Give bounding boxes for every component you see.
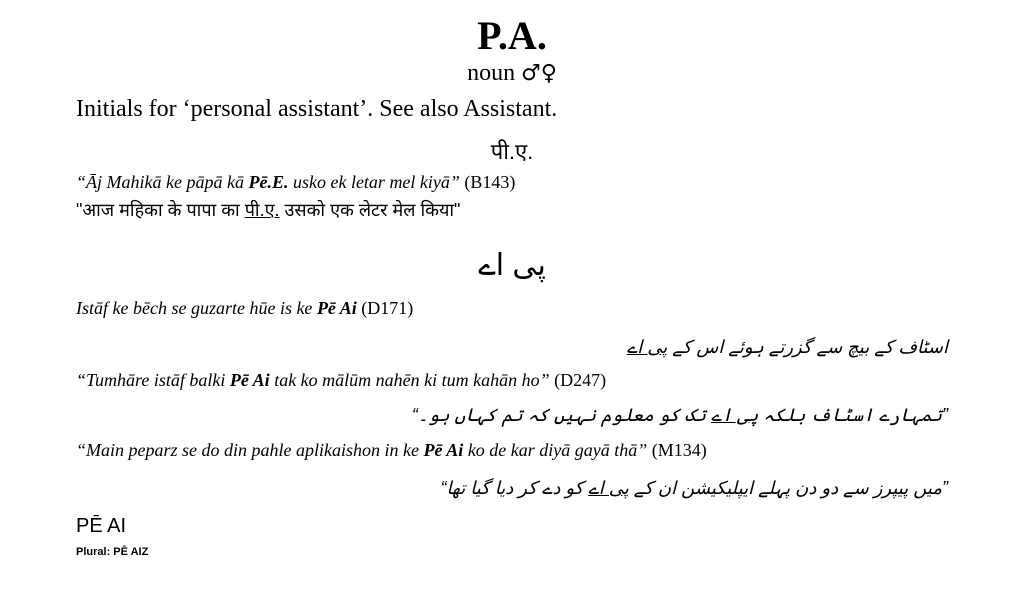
example-text: ”تمہارے اسٹاف بلکہ [758, 405, 948, 425]
example-4-transliteration [76, 440, 707, 461]
quote-mark: “ [76, 440, 87, 460]
romanized-form: PĒ AI [76, 515, 127, 537]
example-text: اسٹاف کے بیچ سے گزرتے ہوئے اس کے [667, 337, 948, 357]
example-term: پی اے [588, 478, 629, 498]
pos-label: noun [467, 60, 516, 86]
example-text: Āj Mahikā ke pāpā kā [86, 172, 249, 192]
example-1-transliteration [76, 172, 515, 193]
example-text: "आज महिका के पापा का [76, 200, 245, 220]
source-reference: (M134) [647, 440, 707, 460]
gender-icon: ♂♀ [521, 61, 557, 86]
example-text: کو دے کر دیا گیا تھا“ [440, 478, 589, 498]
plural-form: Plural: PĒ AIZ [76, 546, 149, 558]
example-term: پی اے [626, 337, 668, 357]
source-reference: (D247) [549, 370, 607, 390]
example-term: Pē Ai [423, 440, 464, 460]
quote-mark: “ [76, 172, 87, 192]
headword: P.A. [477, 13, 547, 58]
example-2-urdu [627, 337, 948, 358]
example-text: Main peparz se do din pahle aplikaishon in ke [86, 440, 424, 460]
example-3-urdu [412, 405, 948, 426]
example-text: Tumhāre istāf balki [86, 370, 230, 390]
example-1-hindi [76, 198, 460, 222]
quote-mark: “ [76, 370, 87, 390]
definition: Initials for ‘personal assistant’. See also Assistant. [76, 96, 558, 122]
example-text: ko de kar diyā gayā thā [463, 440, 638, 460]
quote-mark: ” [539, 370, 550, 390]
quote-mark: ” [449, 172, 460, 192]
example-text: tak ko mālūm nahēn ki tum kahān ho [269, 370, 540, 390]
example-3-transliteration [76, 370, 606, 391]
example-text: usko ek letar mel kiyā [288, 172, 450, 192]
hindi-form: पी.ए. [490, 139, 534, 164]
example-term: پی اے [711, 405, 759, 425]
example-term: पी.ए. [244, 200, 280, 220]
quote-mark: ” [637, 440, 648, 460]
example-term: Pē.E. [248, 172, 289, 192]
example-2-transliteration [76, 298, 413, 319]
example-text: ”میں پیپرز سے دو دن پہلے ایپلیکیشن ان کے [628, 478, 948, 498]
example-term: Pē Ai [316, 298, 357, 318]
part-of-speech [0, 60, 1024, 87]
example-term: Pē Ai [229, 370, 270, 390]
example-text: تک کو معلوم نہیں کہ تم کہاں ہو۔“ [411, 405, 712, 425]
urdu-form: پی اے [478, 249, 546, 282]
source-reference: (B143) [459, 172, 516, 192]
example-4-urdu [441, 478, 949, 499]
example-text: उसको एक लेटर मेल किया" [279, 200, 461, 220]
source-reference: (D171) [356, 298, 414, 318]
example-text: Istāf ke bēch se guzarte hūe is ke [76, 298, 317, 318]
